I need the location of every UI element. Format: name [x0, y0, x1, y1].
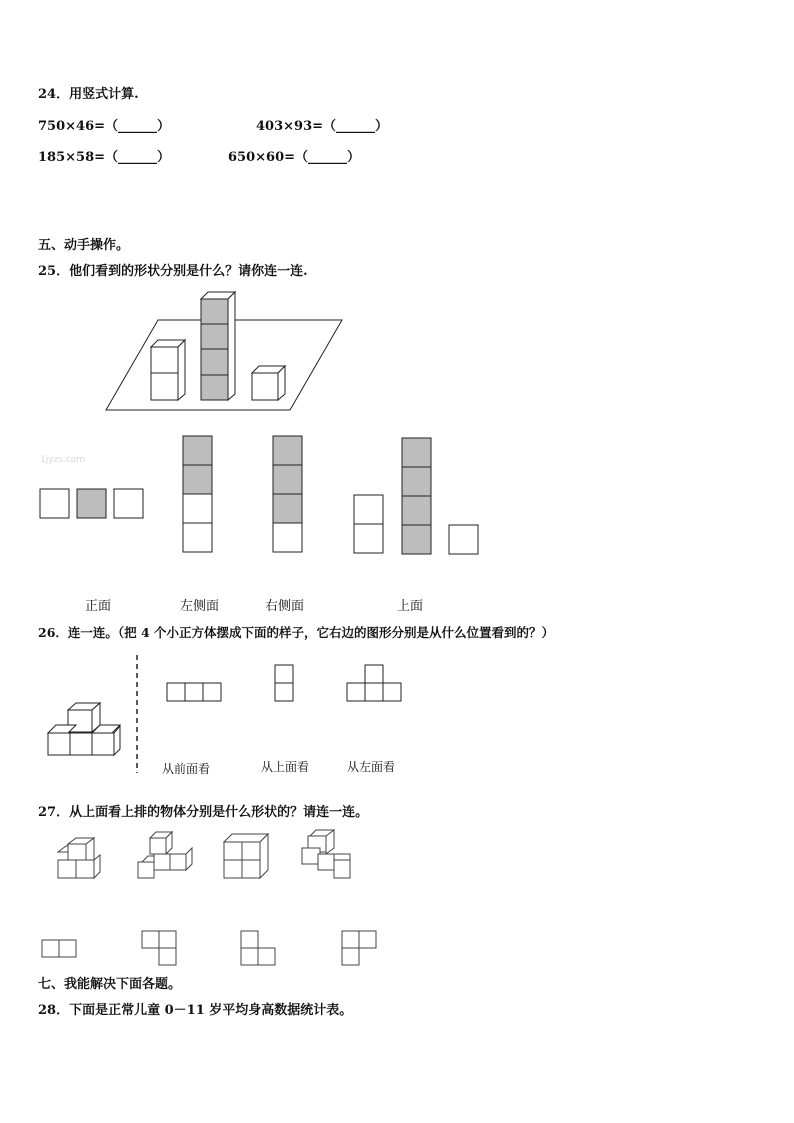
view-option-combined — [354, 438, 478, 554]
q24-close-3: ） — [157, 150, 171, 165]
q24-expr-1: 750×46=（ — [38, 119, 119, 134]
q28-title: 28．下面是正常儿童 0－11 岁平均身高数据统计表。 — [38, 1003, 353, 1018]
q24-item-4 — [228, 146, 360, 165]
q26-view-row-of-three — [167, 683, 221, 701]
q24-close-2: ） — [375, 119, 389, 134]
q26-label-front: 从前面看 — [162, 762, 211, 776]
q24-expr-2: 403×93=（ — [256, 119, 337, 134]
q24-close-4: ） — [347, 150, 361, 165]
q25-label-left: 左侧面 — [180, 599, 220, 614]
single-cube — [252, 366, 285, 400]
q24-close-1: ） — [157, 119, 171, 134]
q27-view-4 — [342, 931, 376, 965]
q24-blank-1[interactable]: ______ — [118, 119, 158, 134]
q25-block-scene — [100, 290, 350, 415]
q25-label-front: 正面 — [85, 599, 112, 614]
q26-title: 26．连一连。（把 4 个小正方体摆成下面的样子，它右边的图形分别是从什么位置看到的？） — [38, 625, 555, 640]
q26-label-left: 从左面看 — [347, 760, 396, 774]
q24-blank-2[interactable]: ______ — [336, 119, 376, 134]
q27-view-1 — [42, 940, 76, 957]
q26-label-top: 从上面看 — [261, 760, 310, 774]
q27-object-4 — [302, 830, 350, 878]
q24-expr-4: 650×60=（ — [228, 150, 309, 165]
stack-two-cubes — [151, 340, 185, 400]
q25-title: 25．他们看到的形状分别是什么？请你连一连. — [38, 264, 308, 279]
view-option-stack-three-shaded — [273, 436, 302, 552]
q24-title: 24．用竖式计算. — [38, 87, 139, 102]
q25-label-top: 上面 — [397, 599, 424, 614]
watermark: 1jyzs.com — [40, 455, 86, 465]
q24-item-1 — [38, 115, 170, 134]
q27-object-3 — [224, 834, 268, 878]
q24-expr-3: 185×58=（ — [38, 150, 119, 165]
q27-title: 27．从上面看上排的物体分别是什么形状的？请连一连。 — [38, 805, 369, 820]
q24-blank-3[interactable]: ______ — [118, 150, 158, 165]
stack-four-cubes — [201, 292, 235, 400]
q26-view-t-shape — [347, 665, 401, 701]
section7-title: 七、我能解决下面各题。 — [38, 977, 182, 992]
view-option-row-of-three — [40, 489, 143, 518]
section5-title: 五、动手操作。 — [38, 238, 130, 253]
q25-view-options — [38, 430, 488, 560]
q26-cube-arrangement — [48, 703, 120, 755]
q27-view-3 — [241, 931, 275, 965]
q27-view-2 — [142, 931, 176, 965]
q24-item-2 — [256, 115, 388, 134]
q26-figure — [40, 655, 410, 775]
q24-item-3 — [38, 146, 170, 165]
q25-label-right: 右侧面 — [265, 599, 305, 614]
q27-object-2 — [138, 832, 192, 878]
q26-view-two-stacked — [275, 665, 293, 701]
q24-blank-4[interactable]: ______ — [308, 150, 348, 165]
q27-object-1 — [58, 838, 100, 878]
q27-figure — [38, 828, 388, 968]
view-option-stack-two-shaded — [183, 436, 212, 552]
